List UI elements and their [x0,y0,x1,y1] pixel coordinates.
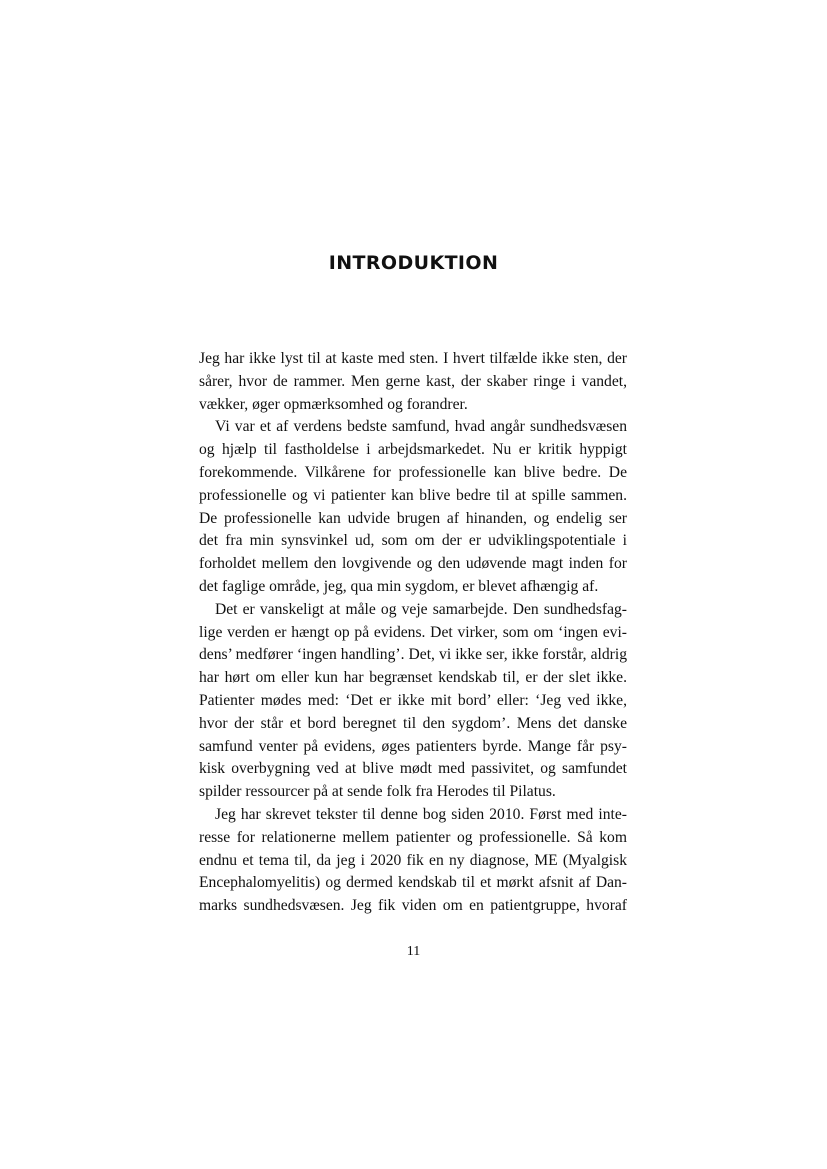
text-line: Jeg har skrevet tekster til denne bog siden 2010. Først med inte- [215,805,627,823]
text-line: det faglige område, jeg, qua min sygdom, er blevet afhængig af. [199,577,599,595]
text-line: endnu et tema til, da jeg i 2020 fik en ny diagnose, ME (Myalgisk [199,851,627,869]
text-line: vækker, øger opmærksomhed og forandrer. [199,395,468,413]
page-number: 11 [406,944,421,959]
text-line: og hjælp til fastholdelse i arbejdsmarkedet. Nu er kritik hyppigt [199,441,627,459]
text-line: marks sundhedsvæsen. Jeg fik viden om en patientgruppe, hvoraf [199,897,627,915]
text-line: Encephalomyelitis) og dermed kendskab til et mørkt afsnit af Dan- [199,874,627,892]
text-line: De professionelle kan udvide brugen af hinanden, og endelig ser [199,509,627,527]
text-line: dens’ medfører ‘ingen handling’. Det, vi ikke ser, ikke forstår, aldrig [199,646,627,664]
text-line: forholdet mellem den lovgivende og den udøvende magt inden for [199,555,627,573]
body-text [199,348,627,918]
text-line: Jeg har ikke lyst til at kaste med sten. I hvert tilfælde ikke sten, der [199,350,627,367]
text-line: Vi var et af verdens bedste samfund, hvad angår sundhedsvæsen [215,418,627,436]
text-line: har hørt om eller kun har begrænset kendskab til, er der slet ikke. [199,669,627,687]
text-line: kisk overbygning ved at blive mødt med passivitet, og samfundet [199,760,627,778]
text-line: professionelle og vi patienter kan blive bedre til at spille sammen. [199,486,627,504]
text-line: det fra min synsvinkel ud, som om der er udviklingspotentiale i [199,532,627,550]
chapter-title: INTRODUKTION [328,252,499,274]
text-line: sårer, hvor de rammer. Men gerne kast, der skaber ringe i vandet, [199,372,627,390]
text-line: hvor der står et bord beregnet til den sygdom’. Mens det danske [199,714,627,732]
text-line: lige verden er hængt op på evidens. Det virker, som om ‘ingen evi- [199,623,627,641]
text-line: Patienter mødes med: ‘Det er ikke mit bord’ eller: ‘Jeg ved ikke, [199,691,627,709]
text-line: samfund venter på evidens, øges patienters byrde. Mange får psy- [199,737,627,755]
text-line: resse for relationerne mellem patienter og professionelle. Så kom [199,828,627,846]
text-line: Det er vanskeligt at måle og veje samarbejde. Den sundhedsfag- [215,600,627,618]
text-line: spilder ressourcer på at sende folk fra Herodes til Pilatus. [199,783,556,801]
text-line: forekommende. Vilkårene for professionelle kan blive bedre. De [199,463,627,481]
